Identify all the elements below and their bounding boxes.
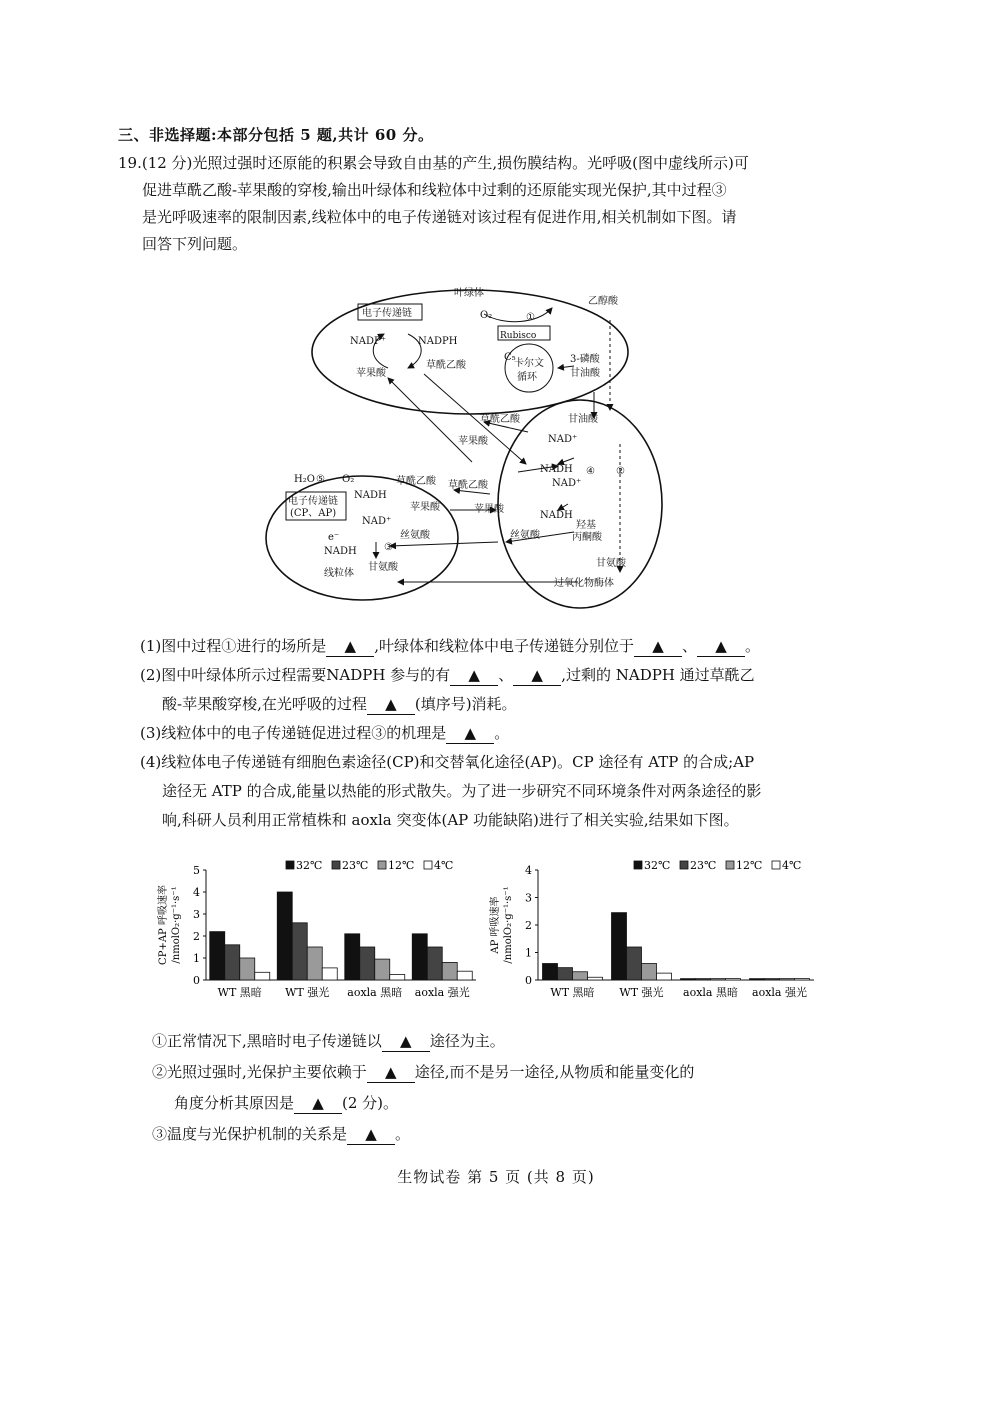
label-etc: 电子传递链 [362,308,412,319]
q1-text-c: 、 [682,637,698,655]
x-tick-label: WT 黑暗 [550,986,595,999]
q2-text-b: 、 [498,666,514,684]
bar-32℃ [750,979,765,980]
bar-4℃ [795,979,810,980]
bar-12℃ [642,964,657,981]
answer-blank[interactable]: ▲ [367,1062,415,1083]
q2-text-e: (填序号)消耗。 [414,695,517,713]
bar-32℃ [277,892,292,980]
bar-32℃ [543,964,558,981]
label-serine-perox: 丝氨酸 [510,530,540,541]
label-hydroxypyruvate-2: 丙酮酸 [572,532,602,543]
label-oaa-chloro: 草酰乙酸 [426,360,466,371]
bar-4℃ [457,971,472,980]
label-nadh-perox-2: NADH [540,510,573,521]
question-3 [140,719,860,748]
legend-label: 12℃ [388,859,415,872]
respiration-charts [150,856,830,1006]
x-tick-label: WT 强光 [619,986,664,999]
answer-blank[interactable]: ▲ [382,1031,430,1052]
section-title: 三、非选择题:本部分包括 5 题,共计 60 分。 [118,126,434,144]
intro-line-2: 促进草酰乙酸-苹果酸的穿梭,输出叶绿体和线粒体中过剩的还原能实现光保护,其中过程③ [142,181,727,199]
legend-swatch [286,861,294,869]
question-2 [140,661,860,690]
label-nadh-perox-1: NADH [540,464,573,475]
y-tick-label: 4 [525,864,532,877]
x-tick-label: aoxla 强光 [752,986,807,999]
label-rubisco: Rubisco [500,331,537,341]
label-process-4: ④ [586,466,595,477]
legend-label: 4℃ [782,859,802,872]
bar-32℃ [681,979,696,980]
bar-4℃ [255,972,270,980]
bar-23℃ [360,947,375,980]
sub-questions-4-parts [152,1026,872,1150]
bar-12℃ [711,979,726,980]
legend-swatch [424,861,432,869]
label-malate-chloro: 苹果酸 [356,368,386,379]
answer-blank[interactable]: ▲ [634,636,682,657]
question-4-line-3: 响,科研人员利用正常植株和 aoxla 突变体(AP 功能缺陷)进行了相关实验,结果如下图。 [162,811,739,829]
bar-23℃ [292,923,307,980]
sub-questions-1-4 [140,632,860,835]
q3-text-a: (3)线粒体中的电子传递链促进过程③的机理是 [140,724,447,742]
label-nadh-mito-1: NADH [354,490,387,501]
bar-4℃ [390,975,405,981]
subquestion-3 [152,1119,872,1150]
label-mito-etc-2: (CP、AP) [290,508,337,519]
x-tick-label: aoxla 强光 [414,986,470,999]
label-mito-etc-1: 电子传递链 [288,496,338,507]
label-nadp: NADP⁺ [350,336,386,347]
label-nadph: NADPH [418,336,458,347]
legend-swatch [680,861,688,869]
x-tick-label: WT 黑暗 [217,986,262,999]
legend-label: 23℃ [342,859,369,872]
subquestion-2-continued [152,1088,872,1119]
question-1 [140,632,860,661]
s2-text-d: (2 分)。 [342,1094,399,1112]
y-tick-label: 3 [525,891,532,905]
legend-label: 32℃ [644,859,671,872]
legend-swatch [378,861,386,869]
legend-swatch [772,861,780,869]
y-tick-label: 3 [193,908,200,921]
bar-4℃ [322,968,337,980]
question-4-line-2: 途径无 ATP 的合成,能量以热能的形式散失。为了进一步研究不同环境条件对两条途径的影 [162,782,762,800]
label-oaa-bridge: 草酰乙酸 [448,480,488,491]
label-process-1: ① [526,312,535,323]
bar-12℃ [442,962,457,980]
answer-blank[interactable]: ▲ [446,723,494,744]
page-footer: 生物试卷 第 5 页 (共 8 页) [397,1168,595,1186]
q2-text-a: (2)图中叶绿体所示过程需要NADPH 参与的有 [140,666,451,684]
q3-text-b: 。 [494,724,510,742]
label-pga-2: 甘油酸 [570,368,600,379]
bar-32℃ [345,934,360,980]
answer-blank[interactable]: ▲ [326,636,374,657]
bar-23℃ [558,968,573,980]
y-tick-label: 2 [193,930,200,943]
y-axis-label-2: /nmolO₂·g⁻¹·s⁻¹ [171,886,182,964]
label-o2: O₂ [480,310,493,321]
label-oaa-mito: 草酰乙酸 [396,476,436,487]
q1-text-b: ,叶绿体和线粒体中电子传递链分别位于 [374,637,635,655]
bar-12℃ [780,979,795,980]
answer-blank[interactable]: ▲ [367,694,415,715]
label-o2-mito: O₂ [342,474,355,485]
label-nad-mito: NAD⁺ [362,516,392,527]
photorespiration-diagram [258,282,678,614]
bar-23℃ [627,947,642,980]
bar-32℃ [210,932,225,980]
legend-swatch [332,861,340,869]
x-tick-label: aoxla 黑暗 [347,986,403,999]
bar-12℃ [240,958,255,980]
label-nad-perox-1: NAD⁺ [548,434,578,445]
subquestion-1 [152,1026,872,1057]
label-glycine-perox: 甘氨酸 [596,558,626,569]
s2-text-c: 角度分析其原因是 [174,1094,295,1112]
bar-32℃ [612,913,627,980]
bar-23℃ [427,947,442,980]
intro-line-1: 19.(12 分)光照过强时还原能的积累会导致自由基的产生,损伤膜结构。光呼吸(图中虚线所示)可 [118,154,749,172]
label-glycine-mito: 甘氨酸 [368,562,398,573]
q1-text-a: (1)图中过程①进行的场所是 [140,637,327,655]
y-axis-label-2: /nmolO₂·g⁻¹·s⁻¹ [503,886,514,964]
bar-12℃ [307,947,322,980]
label-e: e⁻ [328,532,340,543]
q1-text-d: 。 [745,637,761,655]
label-calvin-1: 卡尔文 [514,358,544,369]
bar-23℃ [225,945,240,980]
bar-12℃ [375,959,390,980]
bar-23℃ [765,979,780,980]
y-tick-label: 0 [193,974,200,987]
q2-text-c: ,过剩的 NADPH 通过草酰乙 [561,666,755,684]
y-tick-label: 4 [193,886,200,899]
label-nadh-mito-2: NADH [324,546,357,557]
bar-4℃ [657,973,672,980]
s2-text-b: 途径,而不是另一途径,从物质和能量变化的 [414,1063,695,1081]
bar-4℃ [588,977,603,980]
question-2-continued [140,690,860,719]
label-mitochondrion: 线粒体 [324,568,354,579]
x-tick-label: WT 强光 [285,986,330,999]
y-axis-label-1: CP+AP 呼吸速率 [158,885,169,965]
label-serine-mito: 丝氨酸 [400,530,430,541]
question-4-line-1: (4)线粒体电子传递链有细胞色素途径(CP)和交替氧化途径(AP)。CP 途径有 ATP 的合成;AP [140,753,755,771]
s2-text-a: ②光照过强时,光保护主要依赖于 [152,1063,367,1081]
y-tick-label: 1 [193,952,200,965]
label-hydroxypyruvate-1: 羟基 [576,520,596,531]
label-calvin-2: 循环 [517,372,537,383]
label-process-5: ⑤ [316,474,325,485]
y-tick-label: 5 [193,864,200,877]
label-chloroplast: 叶绿体 [454,288,484,299]
chloroplast-outline [312,290,628,414]
label-pga-1: 3-磷酸 [570,354,600,365]
label-malate-cyto: 苹果酸 [458,436,488,447]
q2-text-d: 酸-苹果酸穿梭,在光呼吸的过程 [162,695,367,713]
label-glycerate: 甘油酸 [568,414,598,425]
label-oaa-cyto: 草酰乙酸 [480,414,520,425]
s1-text-a: ①正常情况下,黑暗时电子传递链以 [152,1032,382,1050]
s1-text-b: 途径为主。 [429,1032,505,1050]
s3-text-b: 。 [395,1125,411,1143]
legend-label: 12℃ [736,859,763,872]
label-c5: C₅ [504,352,516,363]
label-process-2: ② [616,466,625,477]
legend-label: 32℃ [296,859,323,872]
question-intro [118,150,838,258]
y-tick-label: 0 [525,974,532,987]
answer-blank[interactable]: ▲ [294,1093,342,1114]
label-h2o: H₂O [294,474,315,485]
bar-12℃ [573,972,588,980]
y-tick-label: 2 [525,919,532,932]
legend-swatch [726,861,734,869]
label-nad-perox-2: NAD⁺ [552,478,582,489]
intro-line-4: 回答下列问题。 [142,235,248,253]
label-process-3: ③ [384,542,393,553]
legend-label: 4℃ [434,859,454,872]
answer-blank[interactable]: ▲ [513,665,561,686]
bar-23℃ [696,979,711,980]
bar-32℃ [412,934,427,980]
s3-text-a: ③温度与光保护机制的关系是 [152,1125,348,1143]
intro-line-3: 是光呼吸速率的限制因素,线粒体中的电子传递链对该过程有促进作用,相关机制如下图。请 [142,208,737,226]
label-peroxisome: 过氧化物酶体 [554,578,614,589]
answer-blank[interactable]: ▲ [347,1124,395,1145]
y-axis-label-1: AP 呼吸速率 [490,896,501,954]
label-malate-bridge: 苹果酸 [474,504,504,515]
subquestion-2 [152,1057,872,1088]
label-malate-mito: 苹果酸 [410,502,440,513]
answer-blank[interactable]: ▲ [450,665,498,686]
x-tick-label: aoxla 黑暗 [683,986,738,999]
y-tick-label: 1 [525,946,532,960]
legend-label: 23℃ [690,859,717,872]
label-glycolate: 乙醇酸 [588,296,618,307]
legend-swatch [634,861,642,869]
answer-blank[interactable]: ▲ [697,636,745,657]
bar-4℃ [726,979,741,980]
